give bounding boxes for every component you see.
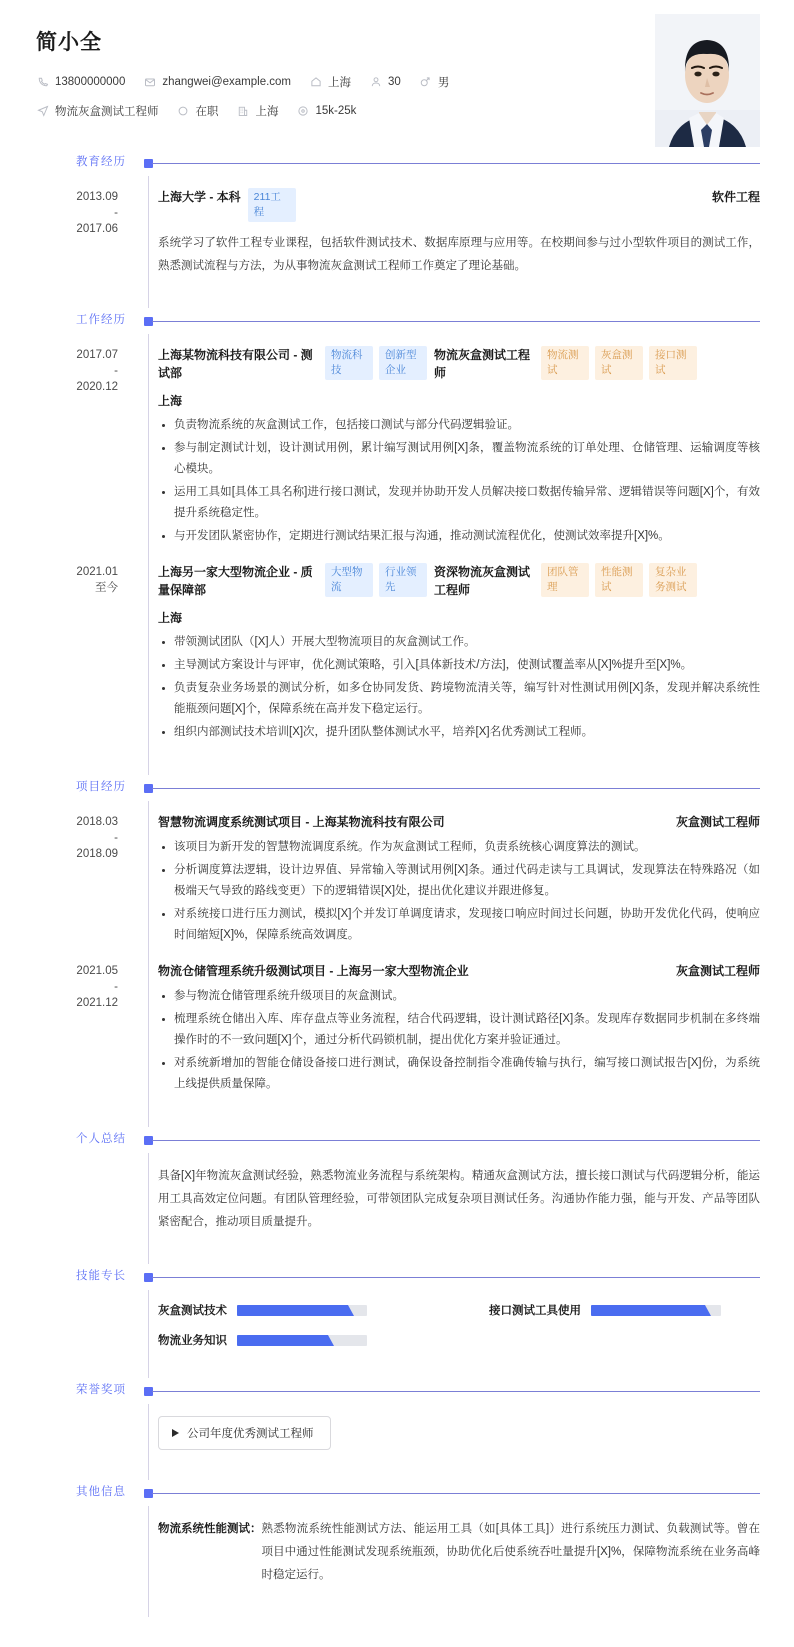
company-name: 上海某物流科技有限公司 - 测试部 [158, 348, 313, 380]
date-start: 2018.03 [76, 816, 118, 828]
phone-icon [36, 76, 49, 89]
company-name: 上海另一家大型物流企业 - 质量保障部 [158, 565, 313, 597]
date-separator: - [114, 832, 118, 844]
project-name: 智慧物流调度系统测试项目 - 上海某物流科技有限公司 [158, 815, 445, 829]
section-summary [0, 1127, 794, 1264]
contact-text: 上海 [255, 106, 279, 118]
play-triangle-icon [172, 1429, 179, 1437]
tag-group [325, 346, 427, 380]
resume-header [0, 0, 794, 150]
contact-text: 30 [388, 76, 401, 88]
section-rule [152, 1277, 760, 1278]
section-body [0, 1290, 794, 1378]
contact-item [297, 105, 357, 118]
skill-item [489, 1302, 760, 1318]
contact-text: 13800000000 [55, 76, 126, 88]
entry-date-spacer [0, 1518, 136, 1587]
bullet-item: 组织内部测试技术培训[X]次，提升团队整体测试水平，培养[X]名优秀测试工程师。 [158, 722, 760, 743]
entry-date-spacer [0, 1416, 136, 1450]
section-rule [152, 1493, 760, 1494]
entry-main [136, 1165, 760, 1234]
section-rule [152, 1391, 760, 1392]
section-header [0, 1264, 794, 1290]
section-body [0, 1404, 794, 1480]
entry-title-left [158, 188, 296, 222]
skill-label: 物流业务知识 [158, 1335, 227, 1347]
date-start: 2017.07 [76, 349, 118, 361]
entry-paragraph: 系统学习了软件工程专业课程，包括软件测试技术、数据库原理与应用等。在校期间参与过小型软件项目的测试工作，熟悉测试流程与方法，为从事物流灰盒测试工程师工作奠定了理论基础。 [158, 237, 760, 272]
contact-item [237, 103, 279, 119]
work-location: 上海 [158, 394, 183, 408]
section-label-education: 教育经历 [76, 156, 126, 169]
entry-main [136, 188, 760, 278]
entry-title-left [158, 563, 697, 599]
entry-main [136, 563, 760, 745]
contact-item [36, 103, 159, 119]
bullet-item: 负责复杂业务场景的测试分析，如多仓协同发货、跨境物流清关等，编写针对性测试用例[X]条，发现并解决系统性能瓶颈问题[X]个，保障系统在高并发下稳定运行。 [158, 678, 760, 720]
section-label-projects: 项目经历 [76, 781, 126, 794]
date-end: 2020.12 [76, 381, 118, 393]
awards-entry [0, 1416, 760, 1464]
contact-row-2 [36, 103, 760, 119]
section-body [0, 176, 794, 308]
entry-title: 上海大学 - 本科 [158, 190, 241, 204]
date-end: 2021.12 [76, 997, 118, 1009]
contact-item [177, 103, 219, 119]
tag-group [541, 563, 697, 597]
contact-text: 15k-25k [315, 105, 357, 117]
tag-group [325, 563, 427, 597]
contact-text: 上海 [328, 77, 352, 89]
entry-date [0, 563, 136, 745]
education-entry [0, 188, 760, 292]
skill-progress-fill [237, 1335, 328, 1346]
bullet-item: 主导测试方案设计与评审，优化测试策略，引入[具体新技术/方法]，使测试覆盖率从[X]%提升至[X]%。 [158, 655, 760, 676]
contact-item [309, 74, 351, 90]
tag: 团队管理 [541, 563, 589, 597]
send-icon [36, 105, 49, 118]
section-rule [152, 1140, 760, 1141]
contact-text: 物流灰盒测试工程师 [55, 106, 159, 118]
tag-group [248, 188, 296, 222]
section-rule [152, 163, 760, 164]
bullet-item: 梳理系统仓储出入库、库存盘点等业务流程，结合代码逻辑，设计测试路径[X]条。发现库存数据同步机制在多终端操作时的不一致问题[X]个，通过分析代码锁机制，提出优化方案并验证通过。 [158, 1009, 760, 1051]
entry-date-spacer [0, 1165, 136, 1234]
home-icon [309, 76, 322, 89]
bullet-item: 对系统新增加的智能仓储设备接口进行测试，确保设备控制指令准确传输与执行，编写接口测试报告[X]份，为系统上线提供质量保障。 [158, 1053, 760, 1095]
award-card[interactable] [158, 1416, 331, 1450]
bullet-list [158, 632, 760, 743]
skill-progress-bar [237, 1305, 367, 1316]
entry-title-row [158, 346, 760, 382]
bullet-list [158, 986, 760, 1095]
entry-title-row [158, 188, 760, 222]
date-end: 2018.09 [76, 848, 118, 860]
page-title: 简小全 [36, 31, 102, 54]
section-rule [152, 788, 760, 789]
entry-date [0, 188, 136, 278]
section-label-work: 工作经历 [76, 314, 126, 327]
contact-row-1 [36, 74, 760, 90]
skill-progress-fill [237, 1305, 348, 1316]
date-start: 2021.01 [76, 566, 118, 578]
entry-title-left [158, 346, 697, 382]
skill-item [158, 1302, 429, 1318]
section-education [0, 150, 794, 308]
bullet-list [158, 837, 760, 946]
summary-text: 具备[X]年物流灰盒测试经验，熟悉物流业务流程与系统架构。精通灰盒测试方法，擅长接口测试与代码逻辑分析，能运用工具高效定位问题。有团队管理经验，可带领团队完成复杂项目测试任务。沟通协作能力强，能与开发、产品等团队紧密配合，推动项目质量提升。 [158, 1170, 760, 1228]
date-end: 2017.06 [76, 223, 118, 235]
contact-item [369, 76, 401, 89]
bullet-item: 分析调度算法逻辑，设计边界值、异常输入等测试用例[X]条。通过代码走读与工具调试，发现算法在特殊路况（如极端天气导致的路线变更）下的逻辑错误[X]处，提出优化建议并跟进修复。 [158, 860, 760, 902]
tag-group [541, 346, 697, 380]
work-location: 上海 [158, 611, 183, 625]
project-entry [0, 813, 760, 962]
entry-right-label: 软件工程 [711, 190, 760, 204]
job-role: 物流灰盒测试工程师 [434, 348, 531, 380]
tag: 性能测试 [595, 563, 643, 597]
bullet-item: 负责物流系统的灰盒测试工作，包括接口测试与部分代码逻辑验证。 [158, 415, 760, 436]
other-info-label: 物流系统性能测试： [158, 1523, 262, 1535]
entry-main [136, 962, 760, 1097]
tag: 行业领先 [379, 563, 427, 597]
bullet-list [158, 415, 760, 547]
section-body [0, 1153, 794, 1264]
date-end: 至今 [95, 582, 118, 594]
section-body [0, 334, 794, 775]
section-header [0, 775, 794, 801]
section-header [0, 1378, 794, 1404]
bullet-item: 与开发团队紧密协作，定期进行测试结果汇报与沟通，推动测试流程优化，使测试效率提升[X]%。 [158, 526, 760, 547]
section-rule [152, 321, 760, 322]
bullet-item: 带领测试团队（[X]人）开展大型物流项目的灰盒测试工作。 [158, 632, 760, 653]
building-icon [237, 105, 250, 118]
award-label: 公司年度优秀测试工程师 [187, 1428, 314, 1440]
project-role: 灰盒测试工程师 [675, 964, 760, 978]
mail-icon [143, 76, 156, 89]
section-label-awards: 荣誉奖项 [76, 1384, 126, 1397]
date-separator: - [114, 207, 118, 219]
tag: 复杂业务测试 [649, 563, 697, 597]
tag: 接口测试 [649, 346, 697, 380]
entry-main [136, 813, 760, 948]
tag: 211工程 [248, 188, 296, 222]
date-separator: - [114, 365, 118, 377]
entry-date [0, 813, 136, 948]
entry-title-row [158, 813, 760, 831]
entry-main [136, 346, 760, 549]
section-body [0, 801, 794, 1127]
date-start: 2021.05 [76, 965, 118, 977]
contact-item [36, 76, 125, 89]
contact-item [419, 74, 450, 90]
tag: 物流测试 [541, 346, 589, 380]
project-entry [0, 962, 760, 1111]
status-icon [177, 105, 190, 118]
entry-title-row [158, 962, 760, 980]
tag: 物流科技 [325, 346, 373, 380]
person-icon [369, 76, 382, 89]
summary-entry [0, 1165, 760, 1248]
entry-main [136, 1302, 760, 1348]
contact-item [143, 76, 291, 89]
section-label-other: 其他信息 [76, 1486, 126, 1499]
bullet-item: 对系统接口进行压力测试，模拟[X]个并发订单调度请求，发现接口响应时间过长问题，协助开发优化代码，使响应时间缩短[X]%，保障系统高效调度。 [158, 904, 760, 946]
avatar [655, 14, 760, 147]
entry-date [0, 346, 136, 549]
entry-date-spacer [0, 1302, 136, 1348]
skills-grid [136, 1302, 760, 1348]
entry-main [136, 1416, 760, 1450]
skill-item [158, 1332, 429, 1348]
entry-title-row [158, 563, 760, 599]
skills-entry [0, 1302, 760, 1362]
section-body [0, 1506, 794, 1617]
bullet-item: 参与物流仓储管理系统升级项目的灰盒测试。 [158, 986, 760, 1007]
section-header [0, 1480, 794, 1506]
other-info-item [136, 1518, 760, 1587]
skill-progress-bar [237, 1335, 367, 1346]
skill-progress-bar [591, 1305, 721, 1316]
other-info-text: 熟悉物流系统性能测试方法、能运用工具（如[具体工具]）进行系统压力测试、负载测试等。曾在项目中通过性能测试发现系统瓶颈，协助优化后使系统吞吐量提升[X]%，保障物流系统在业务高峰时稳定运行。 [261, 1523, 760, 1581]
section-header [0, 1127, 794, 1153]
bullet-item: 运用工具如[具体工具名称]进行接口测试，发现并协助开发人员解决接口数据传输异常、逻辑错误等问题[X]个，有效提升系统稳定性。 [158, 482, 760, 524]
tag: 大型物流 [325, 563, 373, 597]
skill-label: 接口测试工具使用 [489, 1305, 581, 1317]
section-header [0, 150, 794, 176]
bullet-item: 参与制定测试计划，设计测试用例，累计编写测试用例[X]条，覆盖物流系统的订单处理、仓储管理、运输调度等核心模块。 [158, 438, 760, 480]
skill-label: 灰盒测试技术 [158, 1305, 227, 1317]
tag: 创新型企业 [379, 346, 427, 380]
gender-icon [419, 76, 432, 89]
section-other [0, 1480, 794, 1617]
contact-text: zhangwei@example.com [162, 76, 292, 88]
entry-date [0, 962, 136, 1097]
section-awards [0, 1378, 794, 1480]
other-info-entry [0, 1518, 760, 1601]
contact-text: 在职 [195, 106, 219, 118]
skill-progress-fill [591, 1305, 705, 1316]
section-work [0, 308, 794, 775]
section-projects [0, 775, 794, 1127]
section-header [0, 308, 794, 334]
bullet-item: 该项目为新开发的智慧物流调度系统。作为灰盒测试工程师，负责系统核心调度算法的测试。 [158, 837, 760, 858]
work-entry [0, 346, 760, 563]
project-role: 灰盒测试工程师 [675, 815, 760, 829]
project-name: 物流仓储管理系统升级测试项目 - 上海另一家大型物流企业 [158, 964, 469, 978]
section-label-skills: 技能专长 [76, 1270, 126, 1283]
section-label-summary: 个人总结 [76, 1133, 126, 1146]
job-role: 资深物流灰盒测试工程师 [434, 565, 531, 597]
tag: 灰盒测试 [595, 346, 643, 380]
date-start: 2013.09 [76, 191, 118, 203]
contact-text: 男 [437, 77, 450, 89]
date-separator: - [114, 981, 118, 993]
entry-main [136, 1518, 760, 1587]
section-skills [0, 1264, 794, 1378]
salary-icon [297, 105, 310, 118]
work-entry [0, 563, 760, 759]
